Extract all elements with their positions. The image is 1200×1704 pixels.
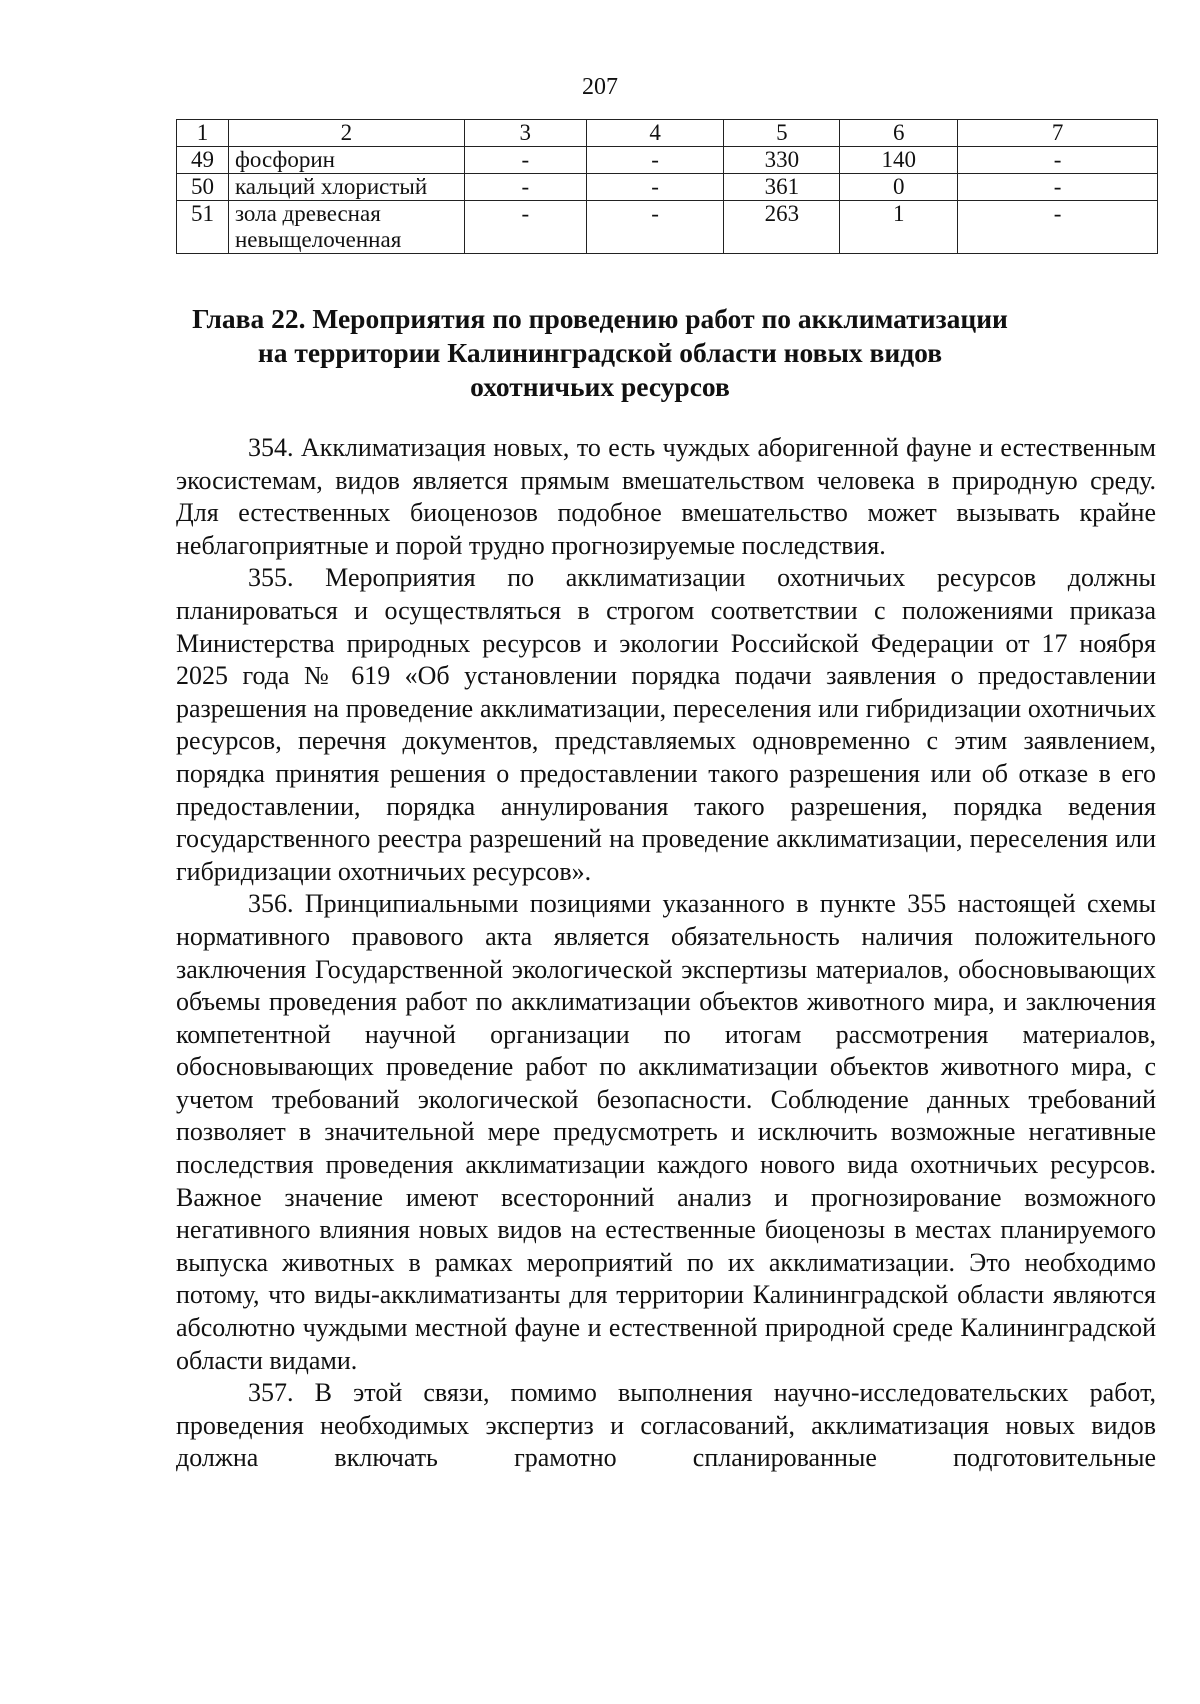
chapter-heading-line: Глава 22. Мероприятия по проведению работ по акклиматизации <box>192 303 1008 334</box>
table-cell: 0 <box>840 174 958 201</box>
table-cell: - <box>958 147 1158 174</box>
table-row <box>177 174 1158 201</box>
table-cell-name: фосфорин <box>228 147 464 174</box>
paragraph-357: 357. В этой связи, помимо выполнения научно-исследовательских работ, проведения необходимых экспертиз и согласований, акклиматизация новых видов должна включать грамотно спланированные подготовительные <box>176 1378 1156 1473</box>
table-cell: - <box>586 201 724 254</box>
table-cell: 330 <box>724 147 840 174</box>
table-row <box>177 201 1158 254</box>
table-header-cell: 7 <box>958 120 1158 147</box>
page-number: 207 <box>582 74 618 100</box>
table-cell: 1 <box>840 201 958 254</box>
chapter-heading-line: на территории Калининградской области новых видов <box>257 337 943 368</box>
table-cell: 140 <box>840 147 958 174</box>
table-cell: 361 <box>724 174 840 201</box>
data-table <box>176 119 1158 254</box>
table-cell-name: кальций хлористый <box>228 174 464 201</box>
paragraph-355: 355. Мероприятия по акклиматизации охотничьих ресурсов должны планироваться и осуществляться в строгом соответствии с положениями приказа Министерства природных ресурсов и экологии Российской Федерации от 17 ноября 2025 года № 619 «Об установлении порядка подачи заявления о предоставлении разрешения на проведение акклиматизации, переселения или гибридизации охотничьих ресурсов, перечня документов, представляемых одновременно с этим заявлением, порядка принятия решения о предоставлении такого разрешения или об отказе в его предоставлении, порядка аннулирования такого разрешения, порядка ведения государственного реестра разрешений на проведение акклиматизации, переселения или гибридизации охотничьих ресурсов». <box>176 563 1156 886</box>
table-header-cell: 1 <box>177 120 229 147</box>
table-cell: - <box>586 174 724 201</box>
body-text <box>176 432 1156 1475</box>
table-header-cell: 4 <box>586 120 724 147</box>
table-cell-number: 49 <box>177 147 229 174</box>
table-cell: - <box>958 174 1158 201</box>
table-header-cell: 6 <box>840 120 958 147</box>
table-header-row <box>177 120 1158 147</box>
table-header-cell: 5 <box>724 120 840 147</box>
table-cell-number: 50 <box>177 174 229 201</box>
chapter-heading-line: охотничьих ресурсов <box>470 371 730 402</box>
table-cell: - <box>464 201 586 254</box>
table-cell: - <box>586 147 724 174</box>
table-header-cell: 2 <box>228 120 464 147</box>
table-header-cell: 3 <box>464 120 586 147</box>
paragraph-354: 354. Акклиматизация новых, то есть чуждых аборигенной фауне и естественным экосистемам, видов является прямым вмешательством человека в природную среду. Для естественных биоценозов подобное вмешательство может вызывать крайне неблагоприятные и порой трудно прогнозируемые последствия. <box>176 433 1156 560</box>
paragraph-356: 356. Принципиальными позициями указанного в пункте 355 настоящей схемы нормативного правового акта является обязательность наличия положительного заключения Государственной экологической экспертизы материалов, обосновывающих объемы проведения работ по акклиматизации объектов животного мира, и заключения компетентной научной организации по итогам рассмотрения материалов, обосновывающих проведение работ по акклиматизации объектов животного мира, с учетом требований экологической безопасности. Соблюдение данных требований позволяет в значительной мере предусмотреть и исключить возможные негативные последствия проведения акклиматизации каждого нового вида охотничьих ресурсов. Важное значение имеют всесторонний анализ и прогнозирование возможного негативного влияния новых видов на естественные биоценозы в местах планируемого выпуска животных в рамках мероприятий по их акклиматизации. Это необходимо потому, что виды-акклиматизанты для территории Калининградской области являются абсолютно чуждыми местной фауне и естественной природной среде Калининградской области видами. <box>176 889 1156 1375</box>
table-cell: - <box>958 201 1158 254</box>
table-cell: - <box>464 174 586 201</box>
table-cell-name: зола древесная невыщелоченная <box>228 201 464 254</box>
chapter-heading <box>150 302 1050 404</box>
table-cell: - <box>464 147 586 174</box>
table-row <box>177 147 1158 174</box>
table-cell: 263 <box>724 201 840 254</box>
table-cell-number: 51 <box>177 201 229 254</box>
